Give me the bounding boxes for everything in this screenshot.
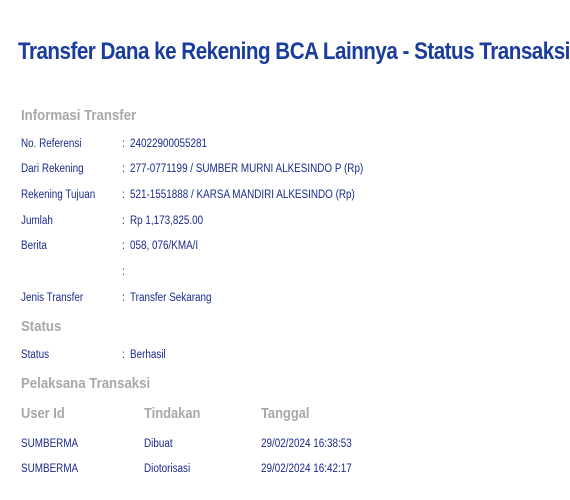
status-section-title: Status — [21, 318, 62, 335]
reference-number-label: No. Referensi — [21, 138, 82, 150]
amount-value: Rp 1,173,825.00 — [130, 215, 204, 227]
status-colon: : — [122, 349, 125, 361]
message-colon: : — [122, 240, 125, 252]
transfer-type-value: Transfer Sekarang — [130, 292, 212, 304]
amount-colon: : — [122, 215, 125, 227]
executor-row-2-action: Diotorisasi — [144, 463, 191, 475]
transfer-type-label: Jenis Transfer — [21, 292, 84, 304]
transfer-type-colon: : — [122, 292, 125, 304]
page-title: Transfer Dana ke Rekening BCA Lainnya - Status Transaksi — [18, 38, 570, 65]
executor-row-1-user-id: SUMBERMA — [21, 438, 79, 450]
executor-row-1-action: Dibuat — [144, 438, 173, 450]
executor-row-2-user-id: SUMBERMA — [21, 463, 79, 475]
reference-number-colon: : — [122, 138, 125, 150]
executor-row-1-date: 29/02/2024 16:38:53 — [261, 438, 352, 450]
message-continuation-colon: : — [122, 266, 125, 278]
source-account-label: Dari Rekening — [21, 163, 84, 175]
transfer-info-section-title: Informasi Transfer — [21, 107, 137, 124]
action-column-header: Tindakan — [144, 405, 201, 422]
date-column-header: Tanggal — [261, 405, 310, 422]
destination-account-value: 521-1551888 / KARSA MANDIRI ALKESINDO (Rp) — [130, 189, 355, 201]
message-label: Berita — [21, 240, 47, 252]
destination-account-label: Rekening Tujuan — [21, 189, 96, 201]
executor-section-title: Pelaksana Transaksi — [21, 375, 151, 392]
message-value: 058, 076/KMA/I — [130, 240, 199, 252]
status-value: Berhasil — [130, 349, 166, 361]
destination-account-colon: : — [122, 189, 125, 201]
source-account-value: 277-0771199 / SUMBER MURNI ALKESINDO P (Rp) — [130, 163, 364, 175]
amount-label: Jumlah — [21, 215, 53, 227]
source-account-colon: : — [122, 163, 125, 175]
status-label: Status — [21, 349, 50, 361]
reference-number-value: 24022900055281 — [130, 138, 208, 150]
executor-row-2-date: 29/02/2024 16:42:17 — [261, 463, 352, 475]
user-id-column-header: User Id — [21, 405, 65, 422]
